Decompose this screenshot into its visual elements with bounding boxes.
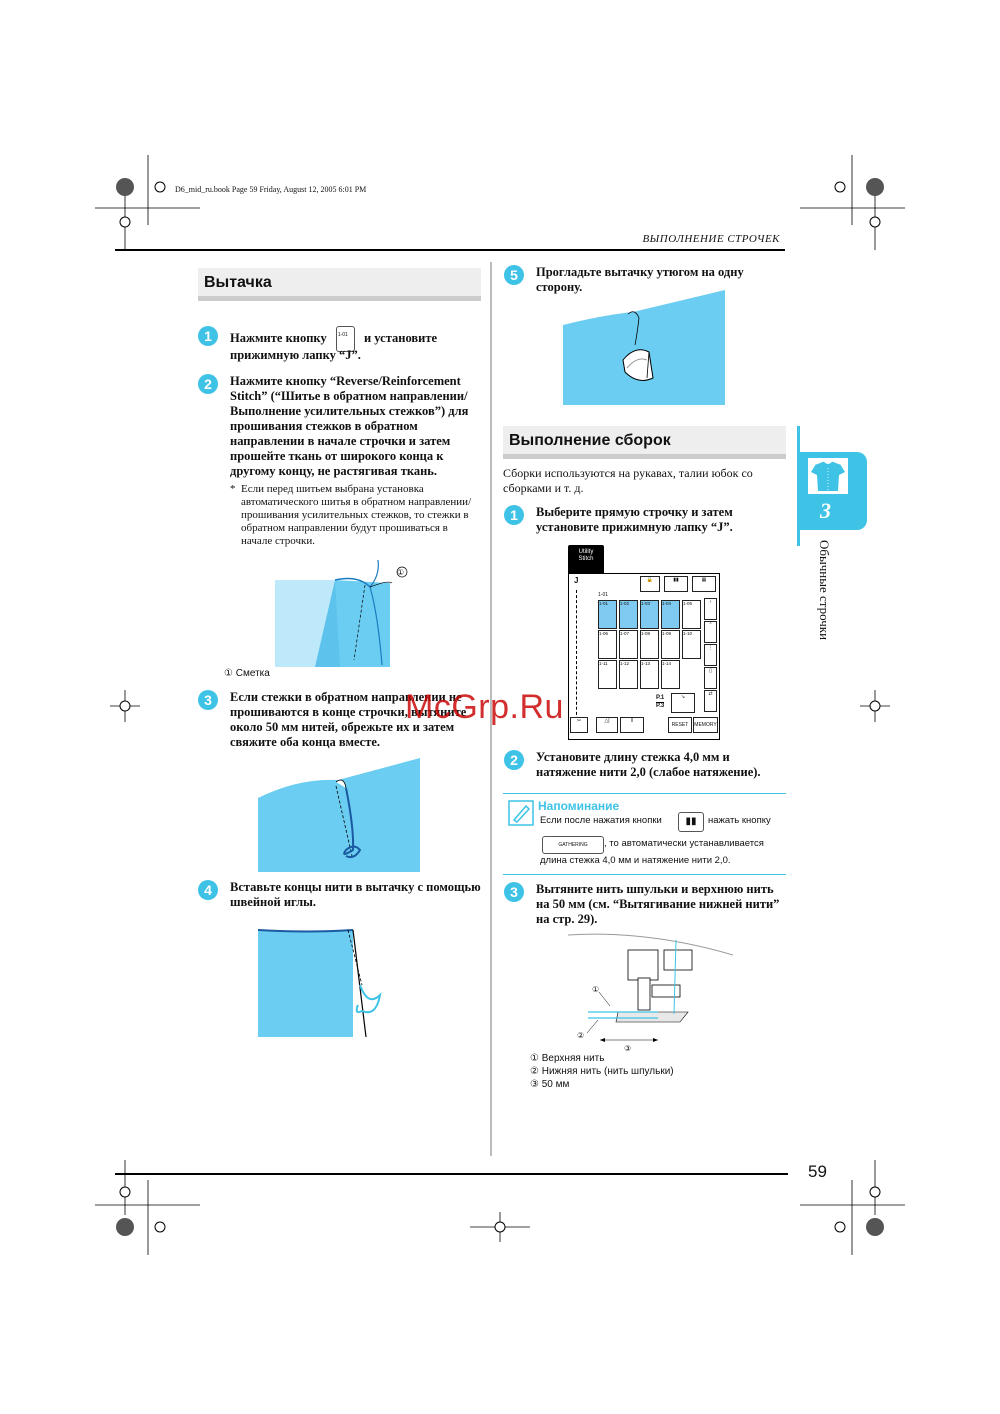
section-header-gathering [503,426,786,459]
scissors-icon[interactable]: ✂ [570,717,588,733]
iron-press-illustration [563,290,725,405]
thread-tie-illustration [258,758,420,872]
presser-foot-icon[interactable]: ▮▮ [664,576,688,592]
utility-stitch-tab[interactable]: Utility Stitch [568,545,604,573]
step-text: Если стежки в обратном направлении не прошиваются в конце строчки, вытяните около 50 мм нитей, обрежьте их и затем свяжите оба конца вместе. [230,690,467,749]
step-number: 2 [504,750,524,770]
stitch-cell[interactable]: 1-11 [598,660,617,689]
stitch-category-icon[interactable]: ⋮ [704,644,717,666]
step-text: Нажмите кнопку “Reverse/Reinforcement Stitch” (“Шитье в обратном направлении/ Выполнение усилительных стежков”) для прошивания стежков в обратном направлении в начале строчки и затем прошейте ткань от широкого конца к другому концу, не растягивая ткань. [230,374,469,478]
chapter-label: Обычные строчки [817,540,832,641]
stitch-cell[interactable]: 1-01 [598,600,617,629]
legend-item: ① Верхняя нить [530,1053,605,1064]
memo-line-1b: нажать кнопку [708,815,771,826]
chapter-number: 3 [820,498,831,523]
note-text: Если перед шитьем выбрана установка автоматического шитья в обратном направлении/ прошивания усилительных стежков, то стежки в обратном направлении будут прошиваться в начале строчки. [241,483,472,547]
legend-item: ③ 50 мм [530,1079,570,1090]
step-number: 2 [198,374,218,394]
memo-line-1a: Если после нажатия кнопки [540,815,662,826]
needle-insert-illustration [258,925,420,1037]
stitch-category-icon[interactable]: ‹ [704,598,717,620]
memo-line-2: , то автоматически устанавливается [604,838,764,849]
stitch-cell[interactable]: 1-07 [619,630,638,659]
mirror-icon[interactable]: △| [596,717,618,733]
presser-foot-indicator: J [574,576,579,585]
callout-1: ① [397,568,405,577]
buttonhole-icon[interactable]: ▯ [704,667,717,689]
stitch-cell[interactable]: 1-03 [640,600,659,629]
direction-icon[interactable]: ⇄ [704,690,717,712]
section-title: Вытачка [204,274,272,291]
stitch-cell[interactable]: 1-09 [661,630,680,659]
header-rule [115,249,785,251]
page-number: 59 [808,1162,827,1181]
footer-rule [115,1173,788,1175]
stitch-cell[interactable]: 1-05 [682,600,701,629]
watermark: McGrp.Ru [405,688,564,726]
step-number: 1 [198,326,218,346]
twin-needle-icon[interactable]: ‖ [620,717,644,733]
shirt-icon [808,458,848,494]
stitch-cell[interactable]: 1-12 [619,660,638,689]
stitch-cell[interactable]: 1-02 [619,600,638,629]
step-text: Выберите прямую строчку и затем установите прижимную лапку “J”. [536,505,733,534]
presser-foot-button-icon: ▮▮ [678,812,704,832]
chapter-tab [799,452,867,530]
figure-legend: ① Сметка [224,668,270,679]
page-indicator: P.1 P.3 [656,695,665,709]
callout-3: ③ [624,1044,632,1053]
step-text: Прогладьте вытачку утюгом на одну сторону. [536,265,744,294]
machine-icon[interactable]: ▦ [692,576,716,592]
callout-2: ② [577,1031,585,1040]
reset-button[interactable]: RESET [668,717,692,733]
step-number: 3 [198,690,218,710]
section-title: Выполнение сборок [509,432,671,449]
running-title: ВЫПОЛНЕНИЕ СТРОЧЕК [642,233,780,245]
step-text: Установите длину стежка 4,0 мм и натяжение нити 2,0 (слабое натяжение). [536,750,761,779]
memo-pencil-icon [508,800,534,826]
stitch-category-icon[interactable]: ⌃ [704,621,717,643]
stitch-cell[interactable]: 1-06 [598,630,617,659]
step-text-cont: прижимную лапку “J”. [230,348,361,362]
memo-line-3: длина стежка 4,0 мм и натяжение нити 2,0. [540,855,731,866]
step-number: 5 [504,265,524,285]
lcd-screen: Utility Stitch J 🔒 ▮▮ ▦ 1-01 1-01 1-02 1-03 1-04 1-05 1-06 1-07 1-08 1-09 1-10 1-11 1-12 1-13 1-14 ‹ ⌃ ⋮ ▯ ⇄ P.1 P.3 ↘ ✂ △| ‖ RESET MEMORY [568,545,720,740]
step-number: 1 [504,505,524,525]
step-text: Вставьте концы нити в вытачку с помощью швейной иглы. [230,880,481,909]
utility-stitch-button-icon: 1-01 [336,326,355,352]
step-number: 3 [504,882,524,902]
memo-title: Напоминание [538,799,620,813]
legend-item: ② Нижняя нить (нить шпульки) [530,1066,674,1077]
stitch-cell[interactable]: 1-08 [640,630,659,659]
stitch-cell[interactable]: 1-14 [661,660,680,689]
step-number: 4 [198,880,218,900]
chapter-label-wrapper [808,540,838,650]
intro-text: Сборки используются на рукавах, талии юбок со сборками и т. д. [503,466,753,495]
stitch-cell[interactable]: 1-13 [640,660,659,689]
stitch-cell[interactable]: 1-10 [682,630,701,659]
stitch-cell[interactable]: 1-04 [661,600,680,629]
page-arrows-icon[interactable]: ↘ [671,693,695,713]
memory-button[interactable]: MEMORY [693,717,718,733]
file-info: D6_mid_ru.book Page 59 Friday, August 12, 2005 6:01 PM [175,185,367,194]
step-text: Нажмите кнопку 1-01 и установите [230,326,480,352]
step-text: Вытяните нить шпульки и верхнюю нить на 50 мм (см. “Вытягивание нижней нити” на стр. 29). [536,882,780,926]
lock-icon[interactable]: 🔒 [640,576,660,592]
section-header-dart [198,268,481,301]
gathering-button: GATHERING [542,836,604,854]
callout-1: ① [592,985,600,994]
